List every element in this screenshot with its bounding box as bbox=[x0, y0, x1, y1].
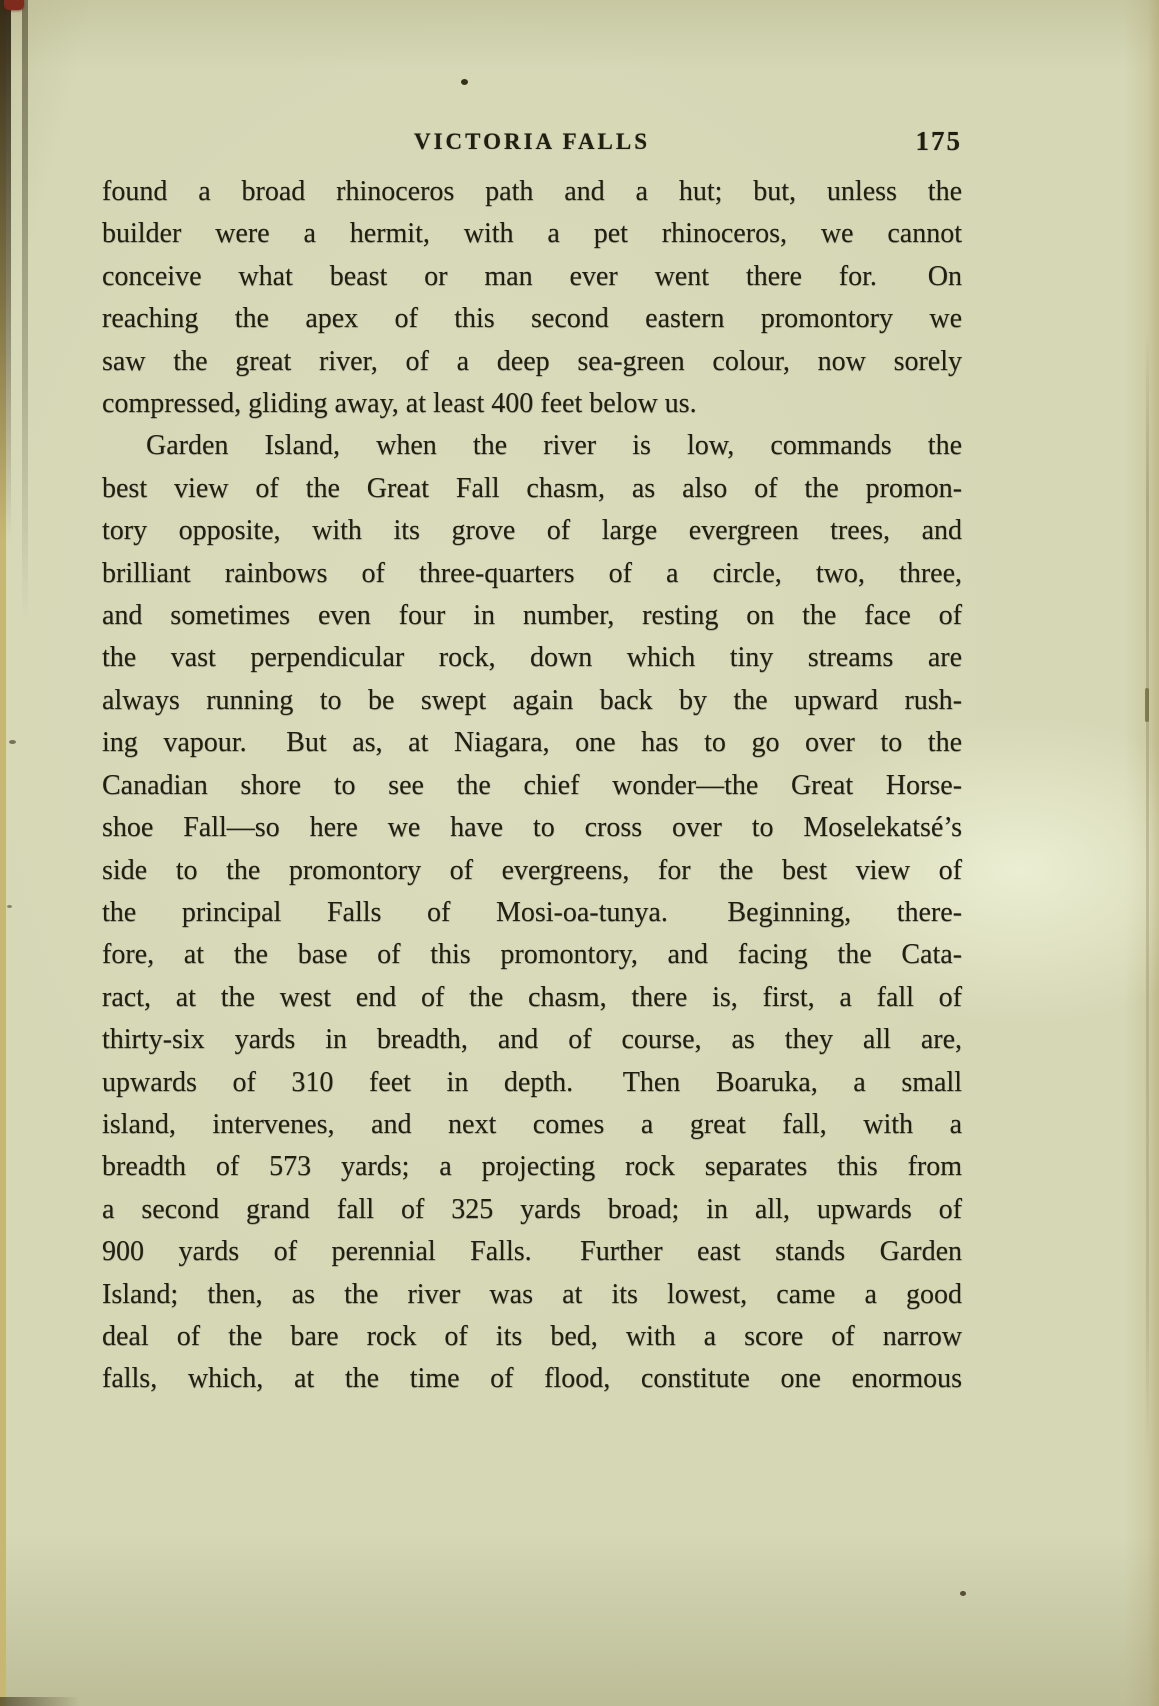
page-edge-ink-dash bbox=[1145, 688, 1149, 722]
text-line: ing vapour. But as, at Niagara, one has to go over to the bbox=[102, 727, 962, 759]
text-line: conceive what beast or man ever went there for. On bbox=[102, 260, 962, 292]
text-line: saw the great river, of a deep sea-green colour, now sorely bbox=[102, 345, 962, 377]
text-block bbox=[102, 171, 962, 1401]
text-line: breadth of 573 yards; a projecting rock separates this from bbox=[102, 1151, 962, 1183]
text-line: builder were a hermit, with a pet rhinoceros, we cannot bbox=[102, 218, 962, 250]
text-line: falls, which, at the time of flood, constitute one enormous bbox=[102, 1363, 962, 1395]
text-line: brilliant rainbows of three-quarters of a circle, two, three, bbox=[102, 557, 962, 589]
page-edge-left-line bbox=[22, 0, 28, 620]
text-line: fore, at the base of this promontory, and facing the Cata- bbox=[102, 939, 962, 971]
page-edge-right-strip bbox=[1148, 0, 1159, 1706]
text-line: Canadian shore to see the chief wonder—the Great Horse- bbox=[102, 769, 962, 801]
text-line: the principal Falls of Mosi-oa-tunya. Beginning, there- bbox=[102, 896, 962, 928]
text-line: ract, at the west end of the chasm, there is, first, a fall of bbox=[102, 981, 962, 1013]
text-line: island, intervenes, and next comes a great fall, with a bbox=[102, 1108, 962, 1140]
page-edge-right-line bbox=[1146, 330, 1149, 1460]
text-line: tory opposite, with its grove of large evergreen trees, and bbox=[102, 515, 962, 547]
text-line: 900 yards of perennial Falls. Further east stands Garden bbox=[102, 1236, 962, 1268]
text-line: the vast perpendicular rock, down which tiny streams are bbox=[102, 642, 962, 674]
text-line: best view of the Great Fall chasm, as also of the promon- bbox=[102, 472, 962, 504]
text-line: Island; then, as the river was at its lowest, came a good bbox=[102, 1278, 962, 1310]
text-line: always running to be swept again back by the upward rush- bbox=[102, 684, 962, 716]
page-number: 175 bbox=[915, 126, 962, 156]
text-line: reaching the apex of this second eastern promontory we bbox=[102, 303, 962, 335]
ink-speck bbox=[7, 905, 12, 908]
ink-speck bbox=[9, 740, 16, 744]
page-header bbox=[102, 126, 962, 162]
text-line: side to the promontory of evergreens, for the best view of bbox=[102, 854, 962, 886]
text-line: shoe Fall—so here we have to cross over to Moselekatsé’s bbox=[102, 812, 962, 844]
page-edge-left-shadow bbox=[0, 0, 11, 540]
text-line: Garden Island, when the river is low, commands the bbox=[146, 430, 962, 462]
text-line: a second grand fall of 325 yards broad; in all, upwards of bbox=[102, 1193, 962, 1225]
text-line: compressed, gliding away, at least 400 feet below us. bbox=[102, 388, 697, 420]
page-edge-bottom-fleck bbox=[0, 1697, 80, 1706]
text-line: found a broad rhinoceros path and a hut; but, unless the bbox=[102, 176, 962, 207]
text-line: deal of the bare rock of its bed, with a score of narrow bbox=[102, 1320, 962, 1352]
paragraph-2 bbox=[102, 425, 962, 1400]
ink-speck bbox=[461, 79, 468, 85]
ink-speck bbox=[960, 1591, 966, 1596]
running-head-title: VICTORIA FALLS bbox=[413, 129, 651, 154]
text-line: and sometimes even four in number, resting on the face of bbox=[102, 600, 962, 632]
binding-corner-mark bbox=[4, 0, 24, 10]
text-line: upwards of 310 feet in depth. Then Boaruka, a small bbox=[102, 1066, 962, 1098]
paragraph-1 bbox=[102, 171, 962, 425]
text-line: thirty-six yards in breadth, and of course, as they all are, bbox=[102, 1024, 962, 1056]
